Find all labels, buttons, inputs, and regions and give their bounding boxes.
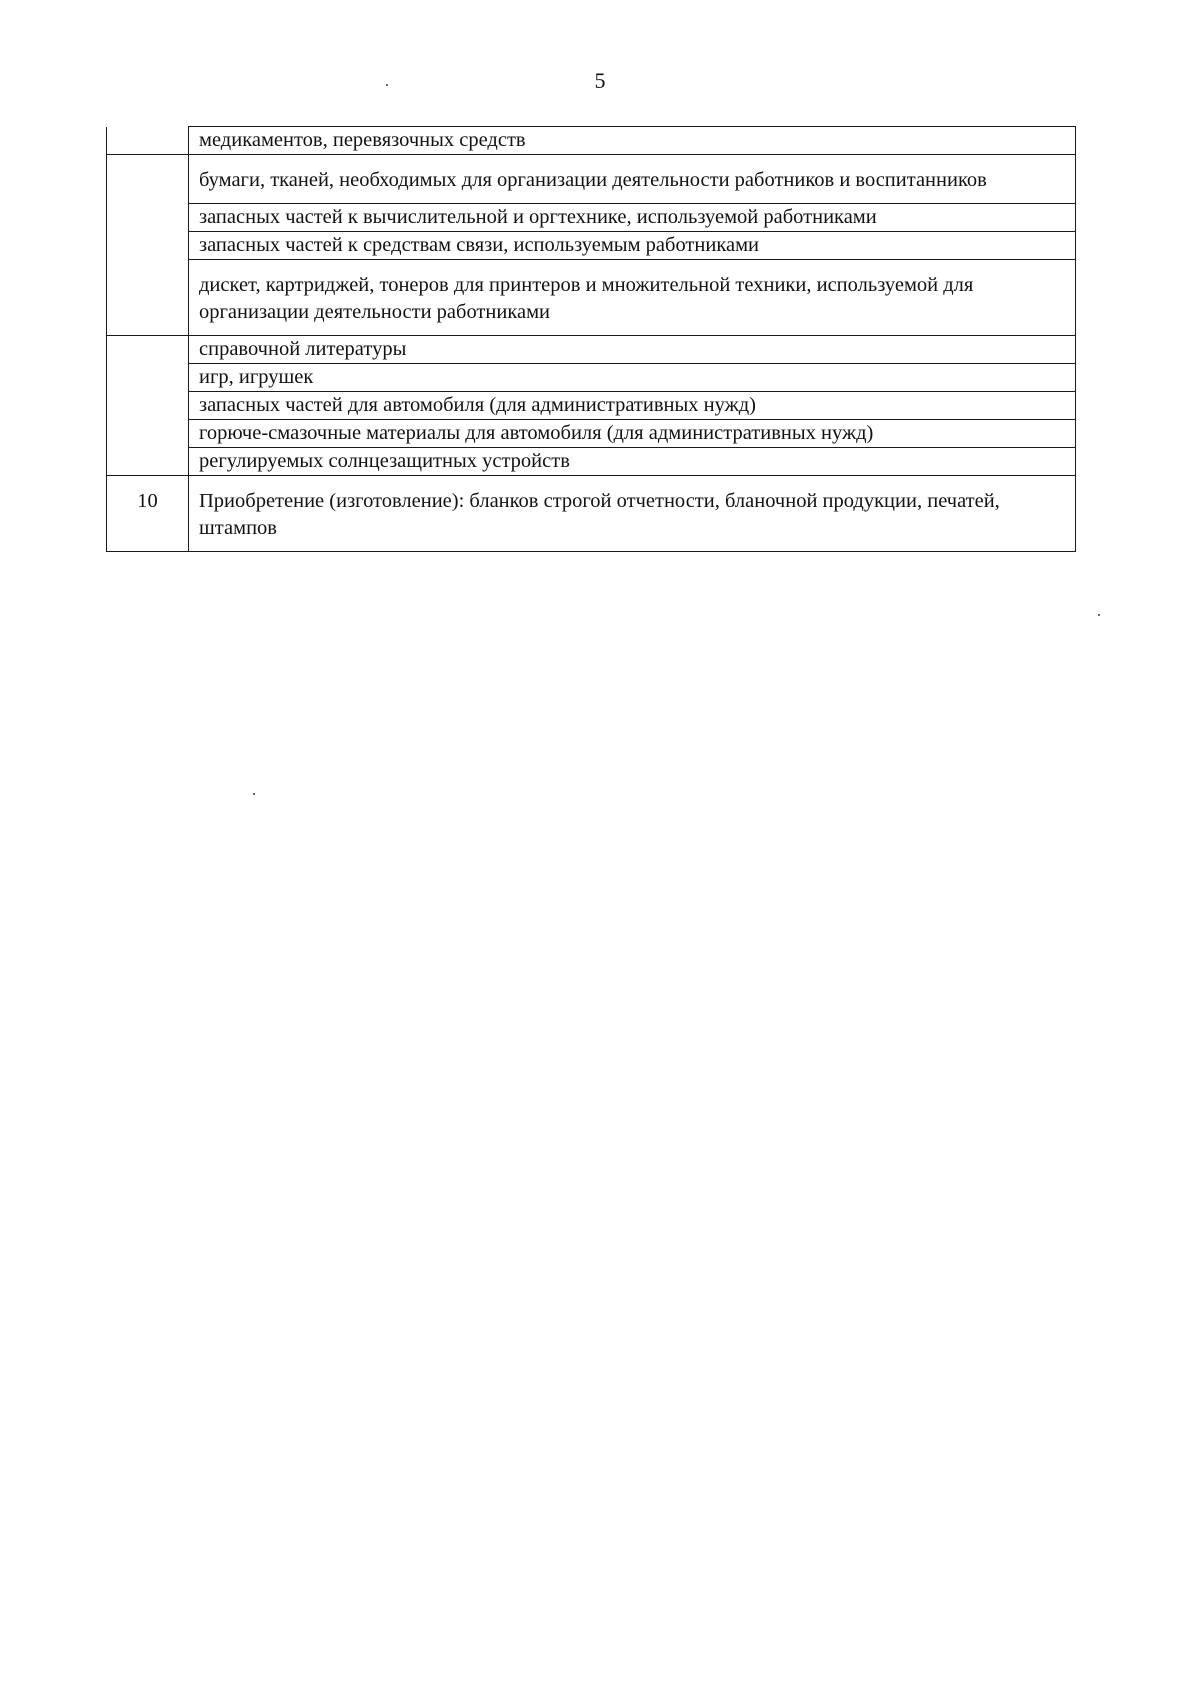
table-row	[107, 476, 1076, 552]
scan-speck	[1098, 614, 1100, 616]
row-text: запасных частей к вычислительной и оргтехнике, используемой работниками	[199, 206, 877, 228]
row-text-cell	[189, 127, 1076, 155]
table-row	[107, 232, 1076, 260]
table-row	[107, 260, 1076, 336]
row-text: игр, игрушек	[199, 366, 314, 388]
table-row	[107, 127, 1076, 155]
row-text-cell	[189, 364, 1076, 392]
row-text: дискет, картриджей, тонеров для принтеров и множительной техники, используемой для организации деятельности работниками	[199, 274, 974, 323]
row-text-cell	[189, 476, 1076, 552]
row-text-cell	[189, 232, 1076, 260]
row-text-cell	[189, 336, 1076, 364]
row-text-cell	[189, 155, 1076, 204]
row-text: бумаги, тканей, необходимых для организации деятельности работников и воспитанников	[199, 169, 987, 191]
row-text-cell	[189, 260, 1076, 336]
table-row	[107, 336, 1076, 364]
scan-speck	[386, 84, 388, 86]
table-row	[107, 392, 1076, 420]
row-text-cell	[189, 392, 1076, 420]
row-text: регулируемых солнцезащитных устройств	[199, 450, 570, 472]
row-text: горюче-смазочные материалы для автомобиля (для административных нужд)	[199, 422, 874, 444]
expense-items-table	[106, 126, 1076, 552]
row-text-cell	[189, 420, 1076, 448]
table-row	[107, 204, 1076, 232]
row-number-cell	[107, 336, 189, 476]
row-text-cell	[189, 448, 1076, 476]
row-number-cell	[107, 155, 189, 336]
row-number-cell: 10	[107, 476, 189, 552]
row-number-cell	[107, 127, 189, 155]
page-number: 5	[594, 68, 606, 93]
row-text: Приобретение (изготовление): бланков строгой отчетности, бланочной продукции, печатей, штампов	[199, 490, 1000, 539]
table-row	[107, 420, 1076, 448]
row-text: запасных частей к средствам связи, используемым работниками	[199, 234, 760, 256]
table-row	[107, 155, 1076, 204]
row-text: запасных частей для автомобиля (для административных нужд)	[199, 394, 756, 416]
row-text: справочной литературы	[199, 338, 407, 360]
row-text-cell	[189, 204, 1076, 232]
table-row	[107, 448, 1076, 476]
row-text: медикаментов, перевязочных средств	[199, 129, 526, 151]
table-row	[107, 364, 1076, 392]
scan-speck	[253, 793, 255, 795]
